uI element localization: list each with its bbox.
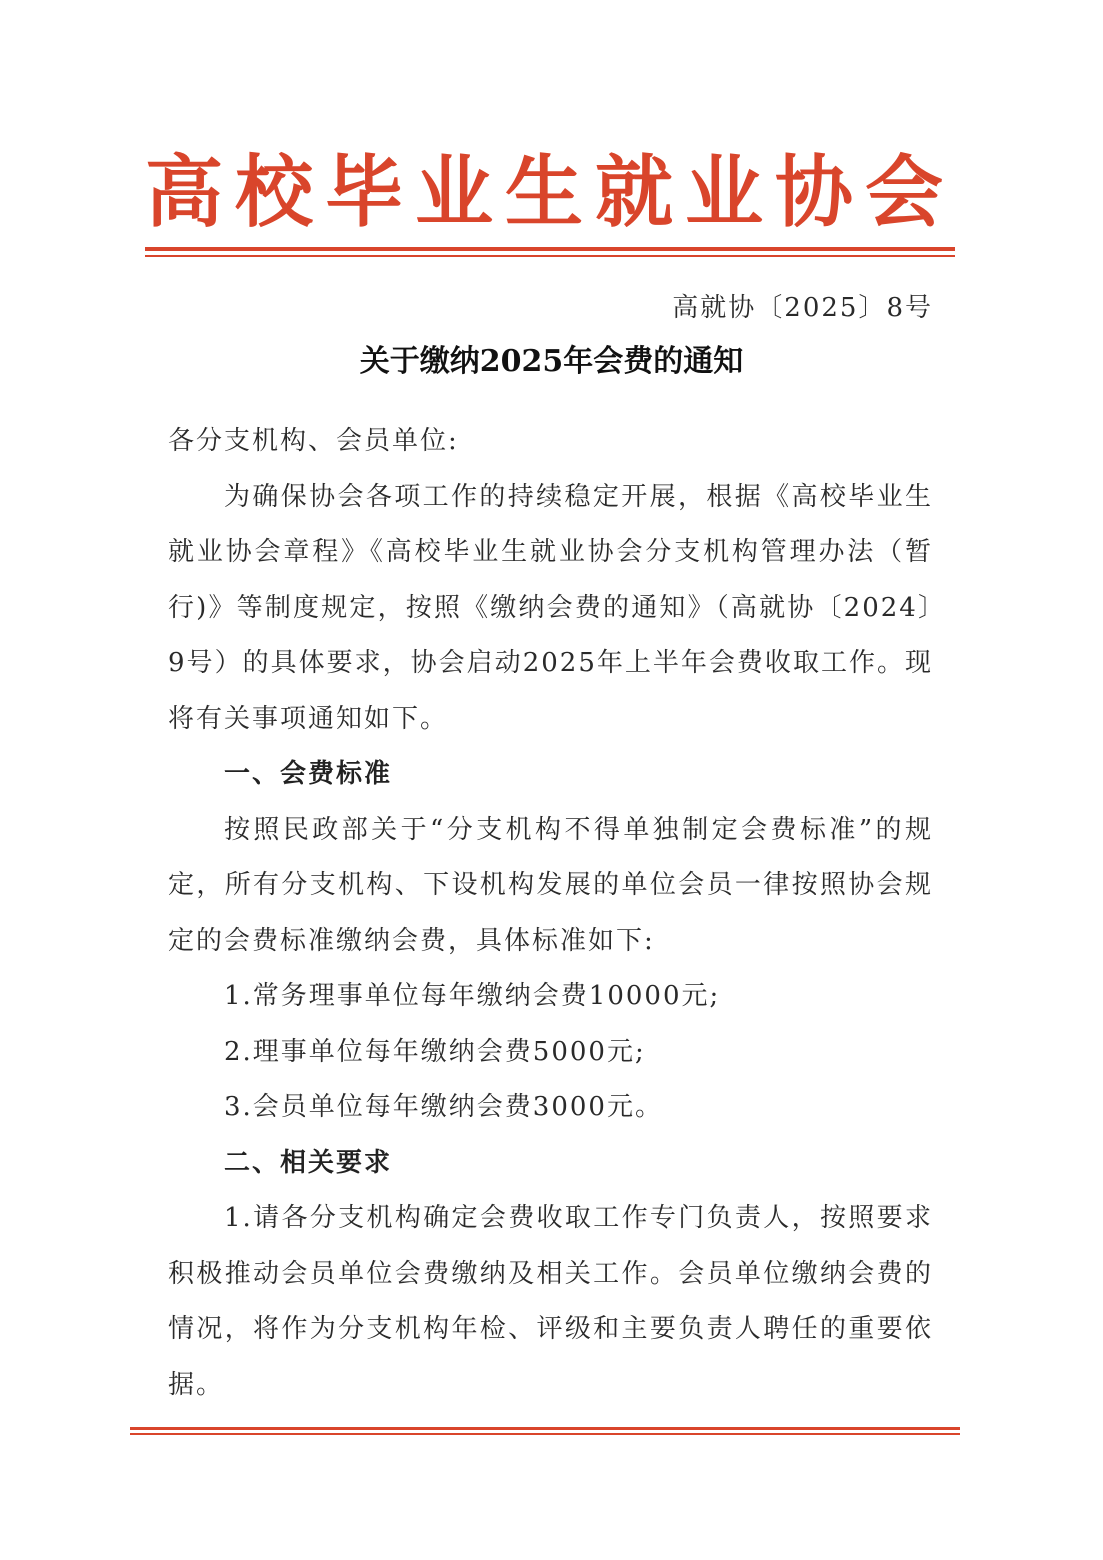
- fee-item-director: 2.理事单位每年缴纳会费5000元;: [224, 1036, 646, 1067]
- footer-rule-thick: [130, 1427, 960, 1430]
- letterhead-rule-thin: [145, 255, 955, 257]
- org-letterhead: 高校毕业生就业协会: [145, 148, 956, 238]
- document-number: 高就协〔2025〕8号: [672, 293, 933, 323]
- section-heading-requirements: 二、相关要求: [224, 1147, 393, 1178]
- document-title: 关于缴纳2025年会费的通知: [359, 344, 744, 379]
- footer-rule-thin: [130, 1433, 960, 1435]
- letterhead-rule-thick: [145, 247, 955, 251]
- intro-paragraph: 为确保协会各项工作的持续稳定开展，根据《高校毕业生就业协会章程》《高校毕业生就业协会分支机构管理办法（暂行)》等制度规定，按照《缴纳会费的通知》（高就协〔2024〕9号）的具体要求，协会启动2025年上半年会费收取工作。现将有关事项通知如下。: [168, 481, 933, 734]
- salutation: 各分支机构、会员单位:: [168, 426, 459, 456]
- section-heading-fee-standard: 一、会费标准: [224, 759, 393, 789]
- fee-item-standing-director: 1.常务理事单位每年缴纳会费10000元;: [224, 981, 721, 1011]
- document-body: [168, 414, 933, 1413]
- fee-item-member: 3.会员单位每年缴纳会费3000元。: [224, 1092, 663, 1122]
- requirement-item-1: 1.请各分支机构确定会费收取工作专门负责人，按照要求积极推动会员单位会费缴纳及相关工作。会员单位缴纳会费的情况，将作为分支机构年检、评级和主要负责人聘任的重要依据。: [168, 1203, 933, 1400]
- fee-standard-paragraph: 按照民政部关于“分支机构不得单独制定会费标准”的规定，所有分支机构、下设机构发展的单位会员一律按照协会规定的会费标准缴纳会费，具体标准如下:: [168, 814, 933, 956]
